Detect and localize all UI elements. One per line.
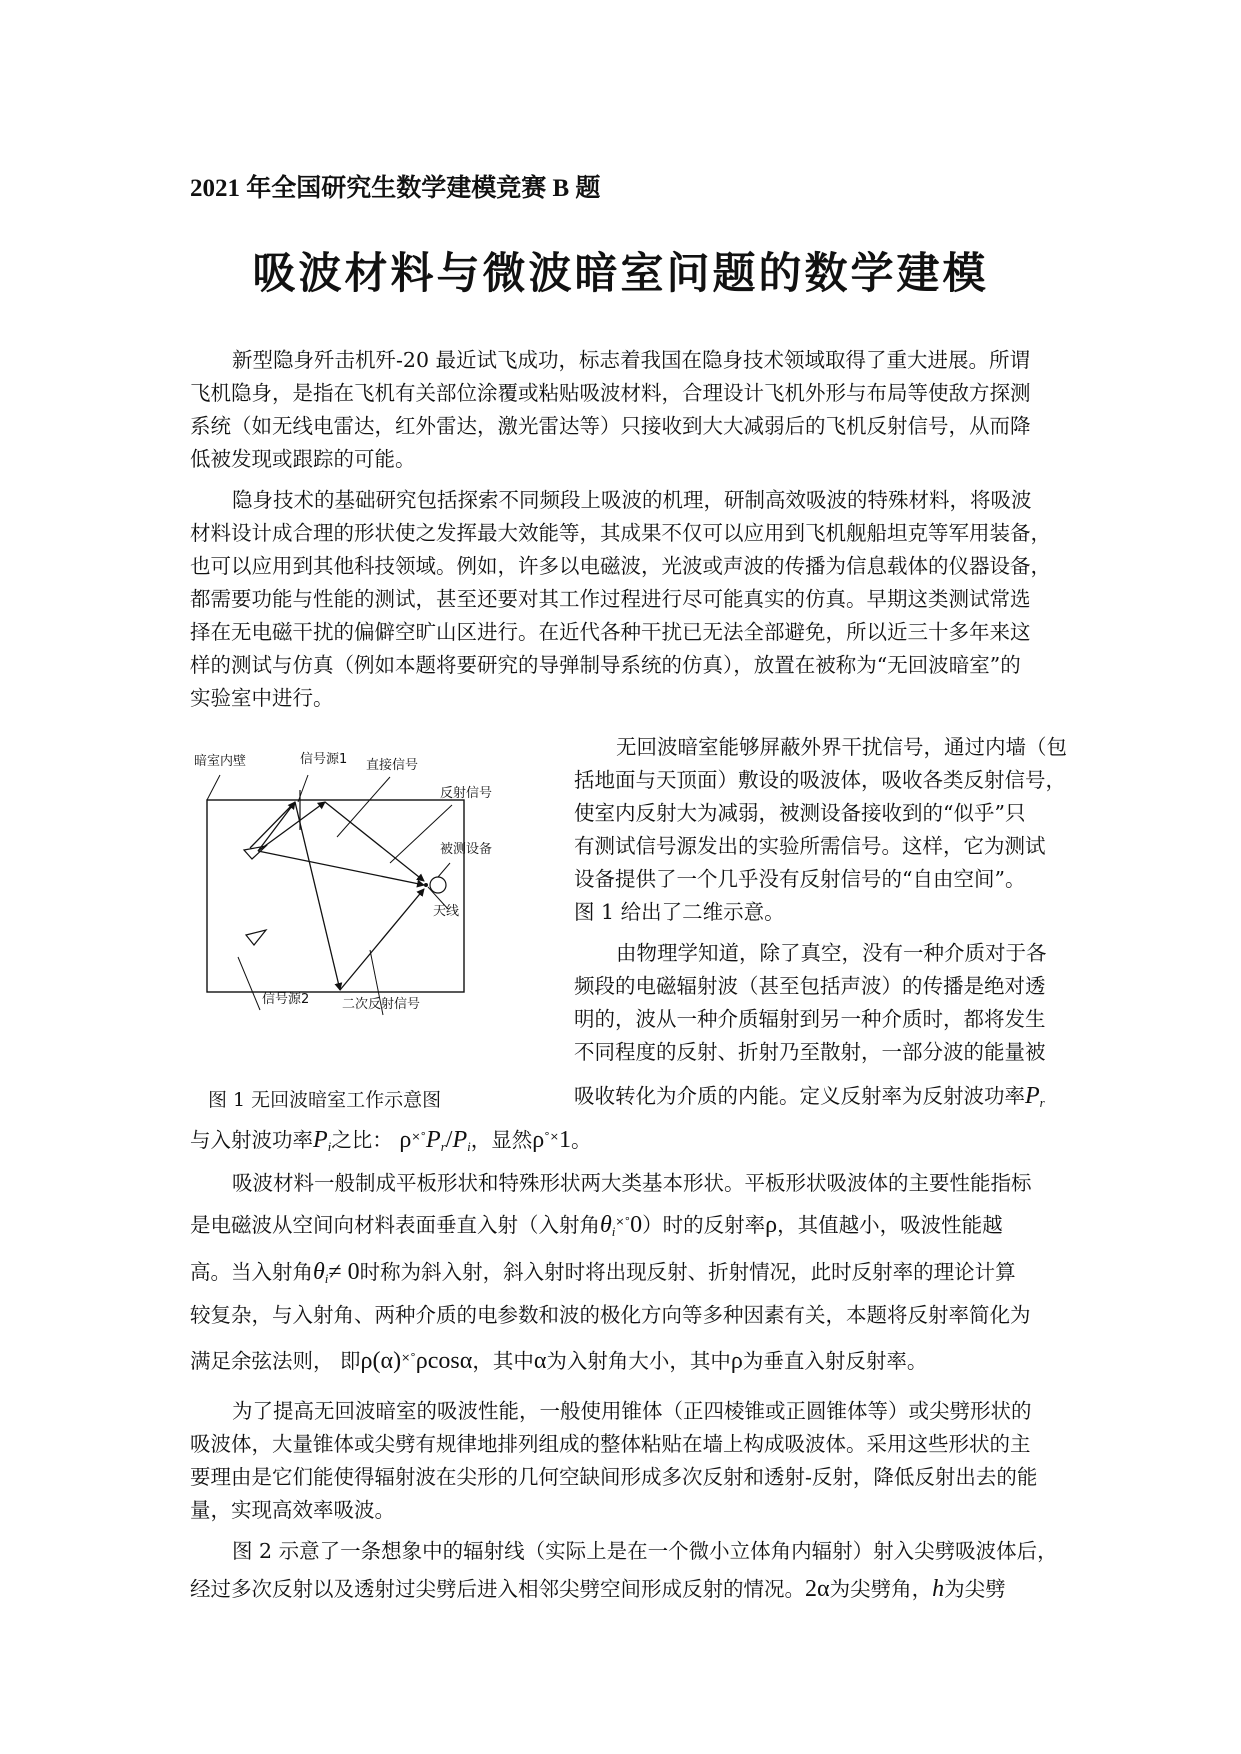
label-source-2: 信号源2 <box>262 992 310 1007</box>
p7-line-2: 经过多次反射以及透射过尖劈后进入相邻尖劈空间形成反射的情况。2α为尖劈角，h为尖劈 <box>190 1576 1006 1602</box>
p4-line-6: 与入射波功率$P_i$之比： $\rho^{\times^\circ}P_r/P_i$，显然ρ°×1。 <box>190 1127 592 1154</box>
p5-line-4: 较复杂，与入射角、两种介质的电参数和波的极化方向等多种因素有关，本题将反射率简化为 <box>190 1303 1031 1327</box>
label-wall: 暗室内壁 <box>194 754 247 769</box>
device-under-test-icon <box>430 877 446 893</box>
p4-line-5: 吸收转化为介质的内能。定义反射率为反射波功率$P_r$ <box>574 1083 1045 1110</box>
p2-line-6: 样的测试与仿真（例如本题将要研究的导弹制导系统的仿真），放置在被称为“无回波暗室”的 <box>190 653 1021 677</box>
p6-line-1: 为了提高无回波暗室的吸波性能，一般使用锥体（正四棱锥或正圆锥体等）或尖劈形状的 <box>232 1399 1032 1423</box>
p5-line-1: 吸波材料一般制成平板形状和特殊形状两大类基本形状。平板形状吸波体的主要性能指标 <box>232 1171 1032 1195</box>
signal-source-2-icon <box>246 930 266 945</box>
p4-line-2: 频段的电磁辐射波（甚至包括声波）的传播是绝对透 <box>574 974 1046 998</box>
label-reflect: 反射信号 <box>440 786 493 801</box>
p3-line-5: 设备提供了一个几乎没有反射信号的“自由空间”。 <box>574 867 1026 891</box>
p3-line-4: 有测试信号源发出的实验所需信号。这样，它为测试 <box>574 834 1046 858</box>
label-antenna: 天线 <box>433 904 460 919</box>
direct-signal-ray <box>258 851 424 885</box>
p2-line-3: 也可以应用到其他科技领域。例如，许多以电磁波，光波或声波的传播为信息载体的仪器设备， <box>190 554 1051 578</box>
p4-line-3: 明的，波从一种介质辐射到另一种介质时，都将发生 <box>574 1007 1046 1031</box>
p3-line-1: 无回波暗室能够屏蔽外界干扰信号，通过内墙（包 <box>616 735 1067 759</box>
p7-line-1: 图 2 示意了一条想象中的辐射线（实际上是在一个微小立体角内辐射）射入尖劈吸波体后， <box>232 1539 1058 1563</box>
p5-line-5: 满足余弦法则， 即ρ(α)×°ρcosα，其中α为入射角大小，其中ρ为垂直入射反射率。 <box>190 1348 928 1374</box>
label-source-1: 信号源1 <box>300 752 348 767</box>
p2-line-7: 实验室中进行。 <box>190 686 334 710</box>
figure-1-diagram <box>190 745 570 1075</box>
p3-line-2: 括地面与天顶面）敷设的吸波体，吸收各类反射信号， <box>574 768 1066 792</box>
page-title: 吸波材料与微波暗室问题的数学建模 <box>252 249 989 299</box>
label-direct: 直接信号 <box>366 758 419 773</box>
secondary-reflection-ray <box>295 802 340 990</box>
p2-line-1: 隐身技术的基础研究包括探索不同频段上吸波的机理，研制高效吸波的特殊材料，将吸波 <box>232 488 1032 512</box>
p4-line-4: 不同程度的反射、折射乃至散射，一部分波的能量被 <box>574 1040 1046 1064</box>
p6-line-2: 吸波体，大量锥体或尖劈有规律地排列组成的整体粘贴在墙上构成吸波体。采用这些形状的主 <box>190 1432 1031 1456</box>
p1-line-3: 系统（如无线电雷达，红外雷达，激光雷达等）只接收到大大减弱后的飞机反射信号，从而降 <box>190 414 1031 438</box>
p4-line-1: 由物理学知道，除了真空，没有一种介质对于各 <box>616 941 1047 965</box>
p1-line-2: 飞机隐身，是指在飞机有关部位涂覆或粘贴吸波材料，合理设计飞机外形与布局等使敌方探测 <box>190 381 1031 405</box>
p5-line-3: 高。当入射角$\theta_i\ne 0$时称为斜入射，斜入射时将出现反射、折射情况，此时反射率的理论计算 <box>190 1259 1016 1286</box>
p3-line-3: 使室内反射大为减弱，被测设备接收到的“似乎”只 <box>574 801 1026 825</box>
label-device: 被测设备 <box>440 842 493 857</box>
label-secondary: 二次反射信号 <box>342 997 421 1012</box>
p6-line-3: 要理由是它们能使得辐射波在尖形的几何空缺间形成多次反射和透射-反射，降低反射出去的能 <box>190 1465 1038 1489</box>
reflected-signal-ray <box>258 802 325 851</box>
chamber-wall <box>207 800 464 992</box>
p3-line-6: 图 1 给出了二维示意。 <box>574 900 785 924</box>
p2-line-2: 材料设计成合理的形状使之发挥最大效能等，其成果不仅可以应用到飞机舰船坦克等军用装备， <box>190 521 1051 545</box>
p1-line-4: 低被发现或跟踪的可能。 <box>190 447 416 471</box>
p6-line-4: 量，实现高效率吸波。 <box>190 1498 395 1522</box>
p1-line-1: 新型隐身歼击机歼-20 最近试飞成功，标志着我国在隐身技术领域取得了重大进展。所谓 <box>232 348 1031 372</box>
p2-line-5: 择在无电磁干扰的偏僻空旷山区进行。在近代各种干扰已无法全部避免，所以近三十多年来这 <box>190 620 1031 644</box>
p2-line-4: 都需要功能与性能的测试，甚至还要对其工作过程进行尽可能真实的仿真。早期这类测试常选 <box>190 587 1031 611</box>
p5-line-2: 是电磁波从空间向材料表面垂直入射（入射角$\theta_i^{\times^\circ}0$）时的反射率ρ，其值越小，吸波性能越 <box>190 1212 1003 1239</box>
header: 2021 年全国研究生数学建模竞赛 B 题 <box>190 175 601 202</box>
figure-1-caption: 图 1 无回波暗室工作示意图 <box>208 1089 442 1111</box>
